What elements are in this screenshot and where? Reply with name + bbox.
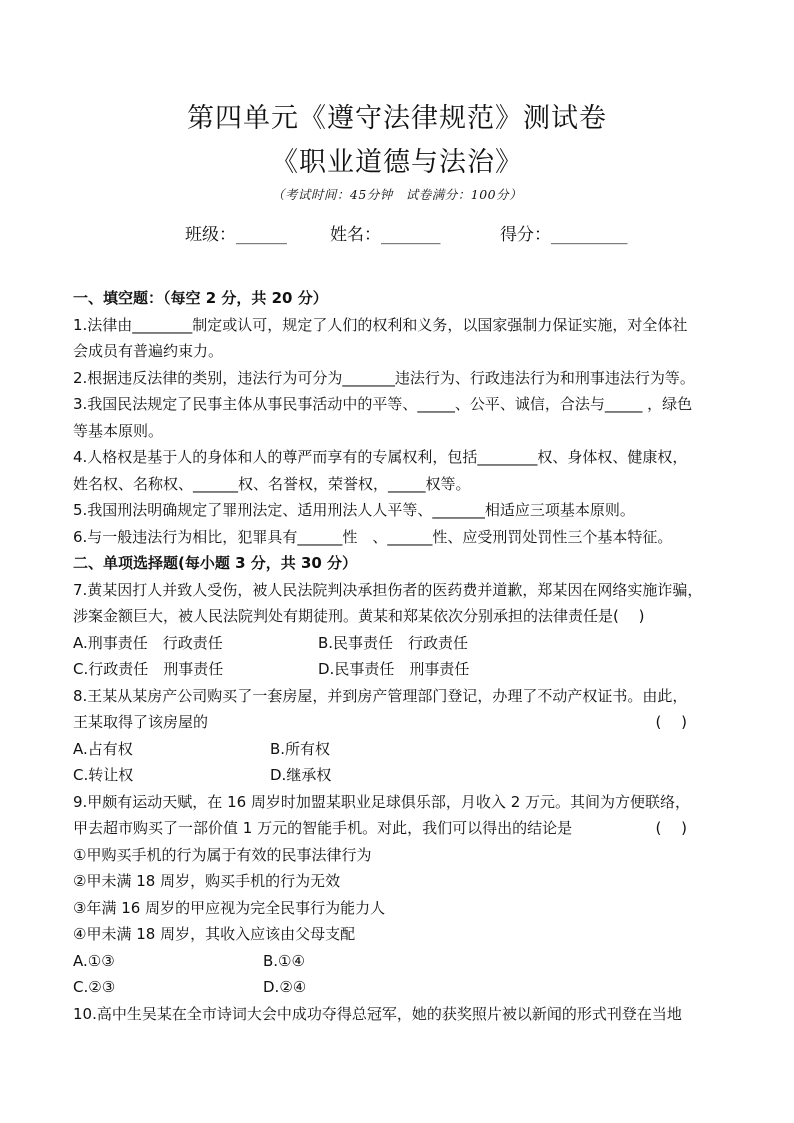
section-heading-multiple-choice: 二、单项选择题(每小题 3 分，共 30 分） xyxy=(73,554,358,572)
option-b[interactable]: B.民事责任 行政责任 xyxy=(318,633,469,652)
question-line: 1.法律由________制定或认可，规定了人们的权利和义务，以国家强制力保证实施，对全体社 xyxy=(73,315,688,334)
option-d[interactable]: D.②④ xyxy=(263,978,307,996)
question-9-line: 9.甲颇有运动天赋，在 16 周岁时加盟某职业足球俱乐部，月收入 2 万元。其间为方便联络， xyxy=(73,792,691,811)
statement-item: ①甲购买手机的行为属于有效的民事法律行为 xyxy=(73,845,372,864)
option-d[interactable]: D.继承权 xyxy=(270,766,332,784)
exam-info: （考试时间：45分钟 试卷满分：100分） xyxy=(271,187,523,202)
question-7-options-row xyxy=(73,630,735,657)
score-field[interactable]: 得分：_________ xyxy=(500,225,628,245)
name-field[interactable]: 姓名：_______ xyxy=(330,225,441,245)
question-10-line: 10.高中生吴某在全市诗词大会中成功夺得总冠军，她的获奖照片被以新闻的形式刊登在当地 xyxy=(73,1004,682,1023)
question-8-options-row xyxy=(73,736,735,763)
question-8-line: 8.王某从某房产公司购买了一套房屋，并到房产管理部门登记，办理了不动产权证书。由此， xyxy=(73,686,688,705)
question-8-options-row xyxy=(73,762,735,789)
option-c[interactable]: C.②③ xyxy=(73,978,116,996)
option-d[interactable]: D.民事责任 刑事责任 xyxy=(318,660,470,678)
question-line: 会成员有普遍约束力。 xyxy=(73,342,224,360)
exam-body xyxy=(73,285,735,1027)
question-7-line: 涉案金额巨大，被人民法院判处有期徒刑。黄某和郑某依次分别承担的法律责任是( ) xyxy=(73,607,645,625)
answer-paren: ( ) xyxy=(655,819,687,837)
question-9-stem: 甲去超市购买了一部价值 1 万元的智能手机。对此，我们可以得出的结论是 xyxy=(73,819,573,837)
question-line: 等基本原则。 xyxy=(73,421,164,440)
question-9-options-row xyxy=(73,948,735,975)
option-c[interactable]: C.转让权 xyxy=(73,766,134,784)
exam-subtitle: 《职业道德与法治》 xyxy=(271,147,523,178)
question-9-options-row xyxy=(73,974,735,1001)
option-c[interactable]: C.行政责任 刑事责任 xyxy=(73,660,224,678)
question-7-line: 7.黄某因打人并致人受伤，被人民法院判决承担伤者的医药费并道歉，郑某因在网络实施诈骗， xyxy=(73,580,703,599)
question-line: 姓名权、名称权、______权、名誉权，荣誉权，_____权等。 xyxy=(73,474,471,493)
section-heading-fill-blank: 一、填空题：（每空 2 分，共 20 分） xyxy=(73,289,328,307)
question-line: 4.人格权是基于人的身体和人的尊严而享有的专属权利，包括________权、身体权、健康权， xyxy=(73,448,688,466)
question-8-stem: 王某取得了该房屋的 xyxy=(73,713,209,731)
option-b[interactable]: B.所有权 xyxy=(270,739,331,758)
statement-item: ③年满 16 周岁的甲应视为完全民事行为能力人 xyxy=(73,898,386,917)
question-line: 3.我国民法规定了民事主体从事民事活动中的平等、_____、公平、诚信，合法与_____ ，绿色 xyxy=(73,395,693,413)
exam-title: 第四单元《遵守法律规范》测试卷 xyxy=(187,103,607,134)
question-8-line xyxy=(73,709,735,736)
statement-item: ④甲未满 18 周岁，其收入应该由父母支配 xyxy=(73,925,356,943)
class-field[interactable]: 班级：______ xyxy=(185,225,287,245)
question-line: 6.与一般违法行为相比，犯罪具有______性 、______性、应受刑罚处罚性三个基本特征。 xyxy=(73,527,673,546)
question-line: 2.根据违反法律的类别，违法行为可分为_______违法行为、行政违法行为和刑事违法行为等。 xyxy=(73,368,695,387)
question-9-line xyxy=(73,815,735,842)
question-7-options-row xyxy=(73,656,735,683)
option-a[interactable]: A.①③ xyxy=(73,951,115,970)
question-line: 5.我国刑法明确规定了罪刑法定、适用刑法人人平等、_______相适应三项基本原则。 xyxy=(73,501,635,519)
statement-item: ②甲未满 18 周岁，购买手机的行为无效 xyxy=(73,872,341,890)
answer-paren: ( ) xyxy=(655,713,687,731)
option-a[interactable]: A.占有权 xyxy=(73,739,133,758)
option-b[interactable]: B.①④ xyxy=(263,951,305,970)
option-a[interactable]: A.刑事责任 行政责任 xyxy=(73,633,223,652)
